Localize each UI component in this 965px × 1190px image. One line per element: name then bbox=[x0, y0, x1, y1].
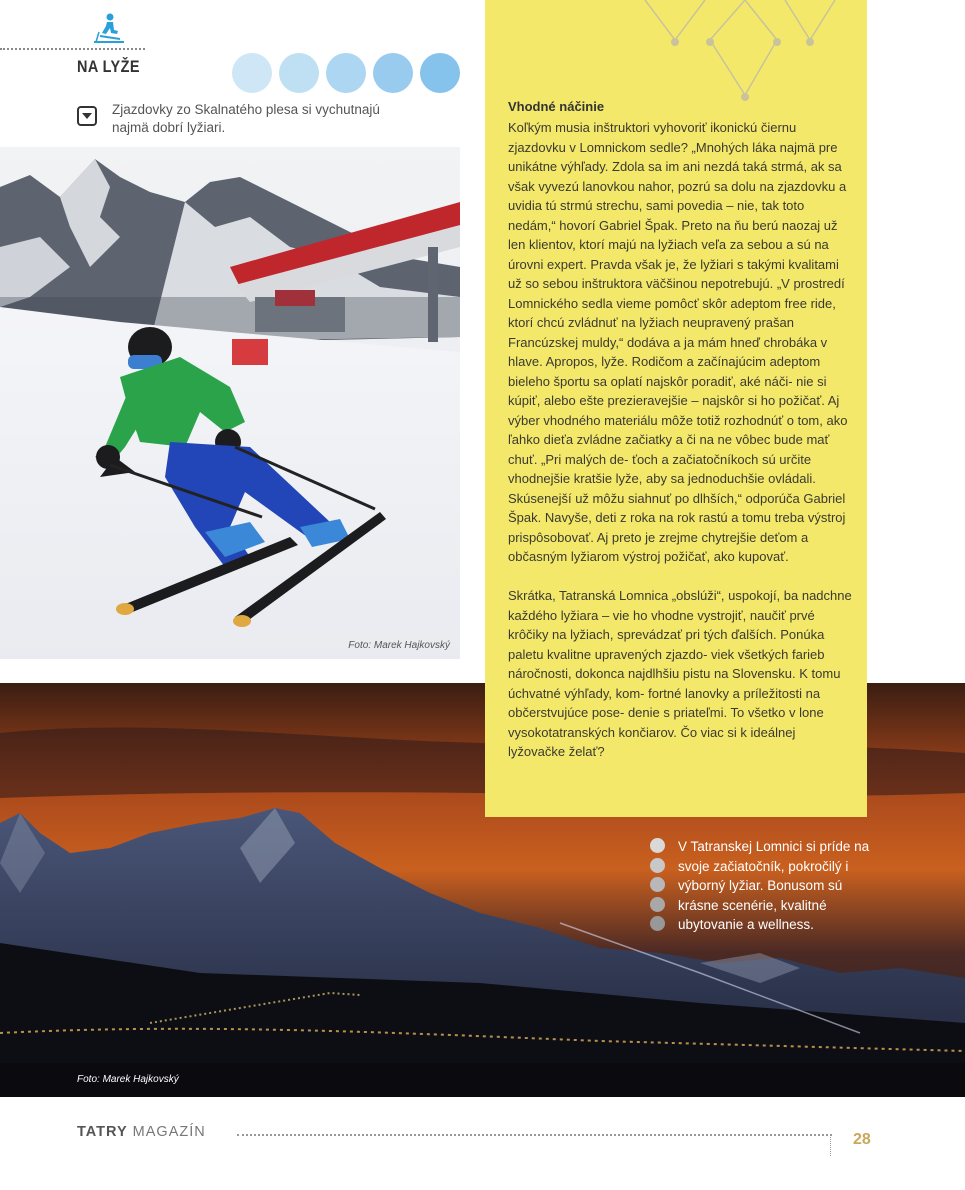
photo-credit: Foto: Marek Hajkovský bbox=[77, 1074, 179, 1085]
bullet-dot bbox=[650, 897, 665, 912]
footer-tick bbox=[830, 1134, 831, 1156]
header-dot bbox=[279, 53, 319, 93]
page-number: 28 bbox=[853, 1131, 871, 1148]
header-dot bbox=[326, 53, 366, 93]
bullet-dot bbox=[650, 916, 665, 931]
sidebar-paragraph: Koľkým musia inštruktori vyhovoriť ikonickú čiernu zjazdovku v Lomnickom sedle? „Mnohých láka najmä pre unikátne výhľady. Zdola sa im ani nezdá taká strmá, ak sa však vyvezú lanovkou nahor, pozrú sa dolu na zjazdovku a uvidia tú strmú strechu, sami povedia – nie, tak toto nedám,“ hovorí Gabriel Špak. Preto na ňu berú naozaj už len klientov, ktorí majú na lyžiach veľa za sebou a sú na úrovni expert. Pravda však je, že lyžiari s takými kvalitami už so sebou inštruktora väčšinou nepotrebujú. „V prostredí Lomnického sedla vieme pomôcť skôr adeptom free ride, ktorí chcú zvládnuť na lyžiach neupravený prašan Francúzskej muldy,“ dodáva a ja mám hneď chrobáka v hlave. Apropos, lyže. Rodičom a začínajúcim adeptom bieleho športu sa oplatí najskôr poradiť, aké náči- nie si kúpiť, alebo ešte prezieravejšie – najskôr si ho požičať. Aj výber vhodného materiálu môže totiž rozhodnúť o tom, ako ľahko dieťa zvládne začiatky a či na ne vôbec bude mať chuť. „Pri malých de- ťoch a začiatočníkoch sú určite vhodnejšie kratšie lyže, aby sa jednoduchšie ovládali. Skúsenejší už môžu siahnuť po dlhších,“ odporúča Gabriel Špak. Navyše, deti z roka na rok rastú a tomu treba výstroj prispôsobovať. Aj preto je zrejme chytrejšie deťom a občasným lyžiarom výstroj požičať, ako kupovať. bbox=[508, 120, 848, 564]
bullet-dot bbox=[650, 877, 665, 892]
photo-credit: Foto: Marek Hajkovský bbox=[348, 640, 450, 651]
sidebar-paragraph: Skrátka, Tatranská Lomnica „obslúži“, uspokojí, ba nadchne každého lyžiara – vie ho vhodne vystrojiť, naučiť prvé krôčiky na lyžiach, sprevádzať pri tých ďalších. Ponúka paletu kvalitne upravených zjazdo- viek všetkých farieb náročnosti, dokonca najdlhšiu pistu na Slovensku. K tomu úchvatné výhľady, kom- fortné lanovky a príležitosti na občerstvujúce pose- denie s priateľmi. To všetko v lone vysokotatranských končiarov. Čo viac si k ideálnej lyžovačke želať? bbox=[508, 588, 852, 759]
header-dotted-rule bbox=[0, 48, 145, 50]
section-title: NA LYŽE bbox=[77, 57, 140, 76]
photo-caption: Zjazdovky zo Skalnatého plesa si vychutnajú najmä dobrí lyžiari. bbox=[112, 102, 380, 135]
brand-light: MAGAZÍN bbox=[132, 1124, 206, 1140]
brand-bold: TATRY bbox=[77, 1124, 128, 1140]
caption-arrow-icon bbox=[77, 106, 97, 126]
sidebar-body bbox=[508, 118, 853, 781]
header-dot bbox=[373, 53, 413, 93]
bullet-dot bbox=[650, 858, 665, 873]
skier-photo bbox=[0, 147, 460, 659]
sidebar-heading: Vhodné náčinie bbox=[508, 99, 605, 114]
highlight-text: V Tatranskej Lomnici si príde na svoje začiatočník, pokročilý i výborný lyžiar. Bonusom sú krásne scenérie, kvalitné ubytovanie a wellness. bbox=[678, 839, 870, 933]
header-dot bbox=[232, 53, 272, 93]
bullet-dot bbox=[650, 838, 665, 853]
magazine-brand bbox=[77, 1124, 206, 1140]
skier-icon bbox=[90, 12, 126, 48]
header-dot bbox=[420, 53, 460, 93]
bullet-dot-column bbox=[650, 838, 668, 936]
footer-dotted-rule bbox=[237, 1134, 832, 1136]
